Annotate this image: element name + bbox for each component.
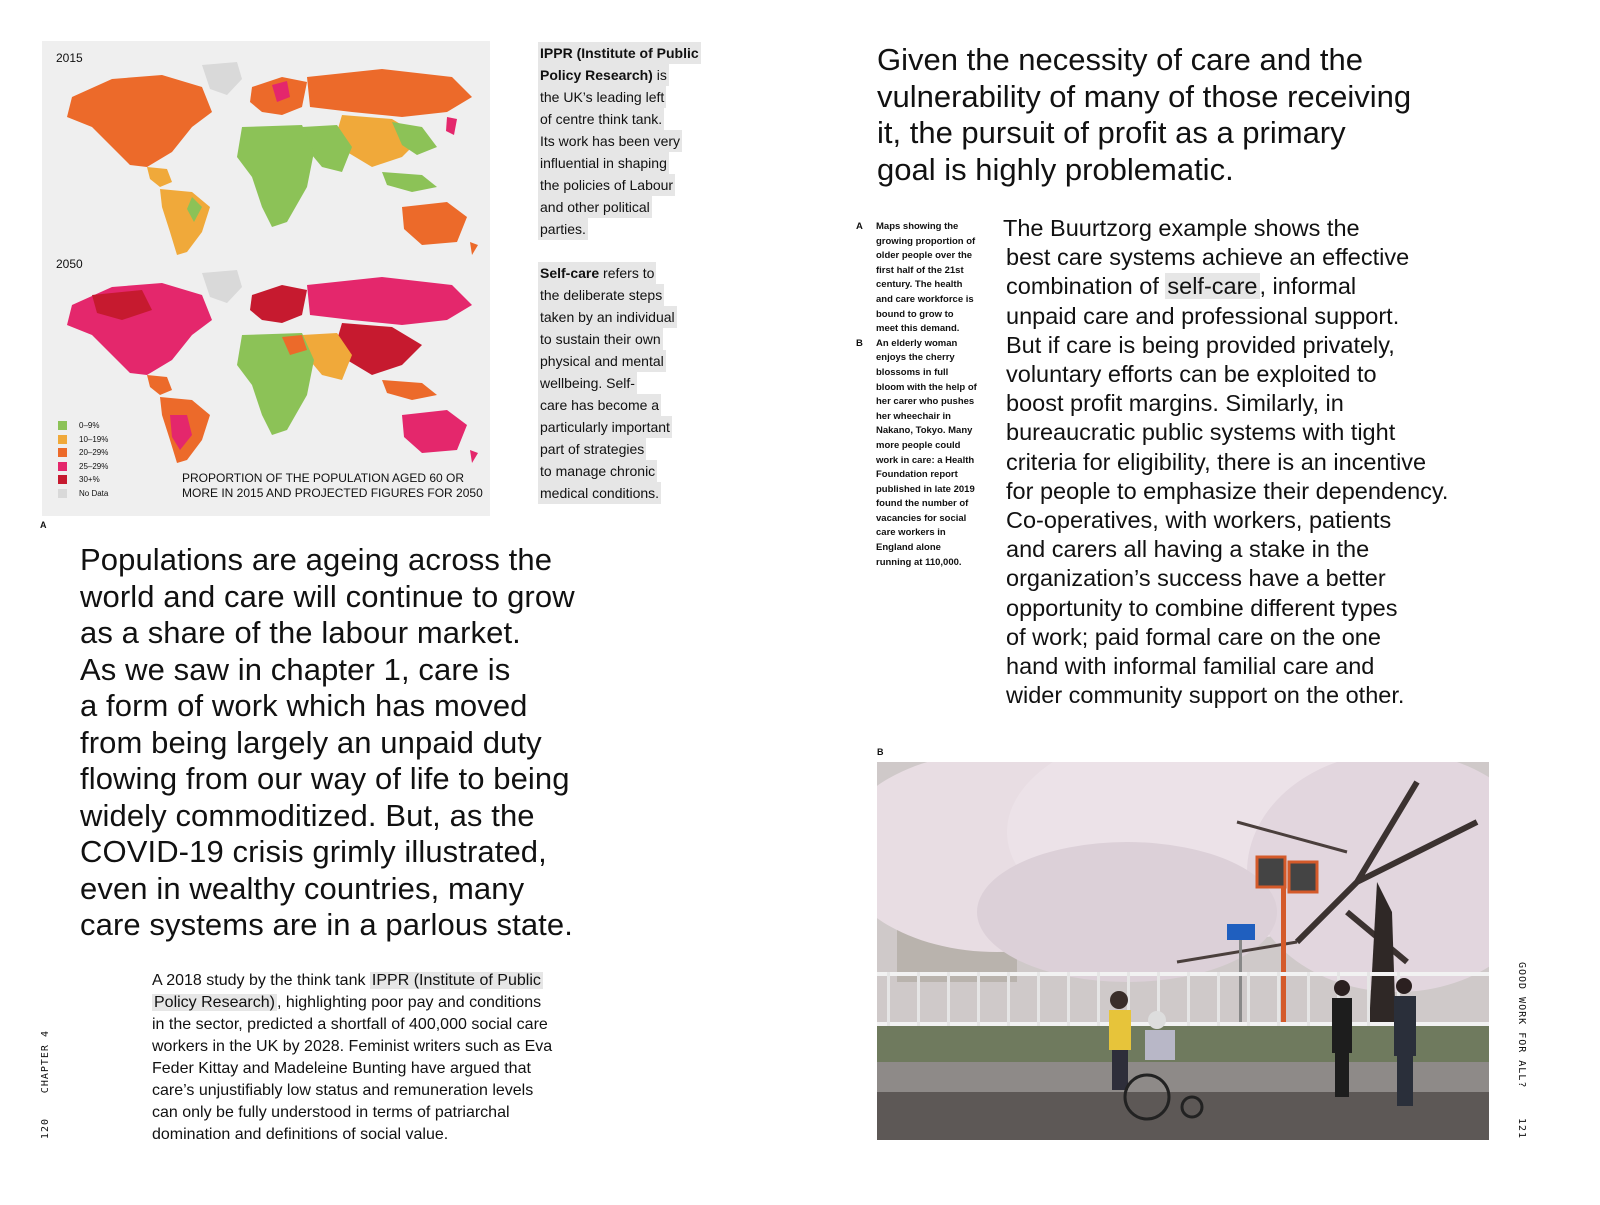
pull-text-line: care systems are in a parlous state. xyxy=(80,907,573,942)
figure-captions xyxy=(856,220,986,570)
figure-caption xyxy=(856,337,986,571)
legend-item xyxy=(58,460,108,474)
body-line: of work; paid formal care on the one xyxy=(1006,623,1381,650)
caption-text: An elderly woman enjoys the cherry blossoms in full bloom with the help of her carer who pushes her wheechair in Nakano, Tokyo. Many more people could work in care: a Health Foundation report published in late 2019 found the number of vacancies for social care workers in England alone running at 110,000. xyxy=(876,337,977,568)
pull-text-line: Populations are ageing across the xyxy=(80,542,553,577)
body-line: unpaid care and professional support. xyxy=(1006,302,1400,329)
body-line: wider community support on the other. xyxy=(1006,682,1405,709)
body-line: Co-operatives, with workers, patients xyxy=(1006,507,1392,534)
folio-title: GOOD WORK FOR ALL? xyxy=(1516,962,1527,1089)
pull-text-line: widely commoditized. But, as the xyxy=(80,797,535,833)
left-body-text: A 2018 study by the think tank IPPR (Institute of Public Policy Research) , highlighting poor pay and conditions in the sector, predicted a shortfall of 400,000 social care workers in the UK by 2028. Feminist writers such as Eva Feder Kittay and Madeleine Bunting have argued that care’s unjustifiably low status and remuneration levels can only be fully understood in terms of patriarchal domination and definitions of social value. xyxy=(152,972,553,1143)
map-year-2050: 2050 xyxy=(56,257,83,271)
figure-b-label: B xyxy=(877,747,884,757)
body-line: for people to emphasize their dependency. xyxy=(1006,477,1449,504)
legend-item xyxy=(58,446,108,460)
glossary-ippr: IPPR (Institute of Public Policy Research) is the UK’s leading left of centre think tank. Its work has been very influential in shaping the policies of Labour and other political parties. xyxy=(538,42,698,240)
right-pull-quote xyxy=(877,42,1517,188)
legend-label: 30+% xyxy=(79,475,100,484)
legend-swatch xyxy=(58,462,67,471)
legend-item xyxy=(58,419,108,433)
pull-text-line: COVID-19 crisis grimly illustrated, xyxy=(80,834,547,869)
figure-caption xyxy=(856,220,986,337)
body-line: voluntary efforts can be exploited to xyxy=(1006,361,1377,388)
legend-swatch xyxy=(58,448,67,457)
caption-letter: A xyxy=(856,221,863,232)
pull-text-line: flowing from our way of life to being xyxy=(80,761,570,796)
map-year-2015: 2015 xyxy=(56,51,83,65)
body-line: hand with informal familial care and xyxy=(1006,653,1375,680)
quote-line: vulnerability of many of those receiving xyxy=(877,78,1412,114)
legend-label: 25–29% xyxy=(79,461,109,471)
folio-page-left: 120 xyxy=(40,1118,51,1140)
legend-item xyxy=(58,433,108,447)
left-pull-text xyxy=(80,542,640,944)
figure-a-label: A xyxy=(40,520,47,530)
pull-text-line: as a share of the labour market. xyxy=(80,615,521,650)
quote-line: it, the pursuit of profit as a primary xyxy=(877,115,1346,150)
body-line: boost profit margins. Similarly, in xyxy=(1006,390,1344,417)
right-body-text: The Buurtzorg example shows the best care systems achieve an effective combination of self-care, informal unpaid care and professional support. But if care is being provided privately, voluntary efforts can be exploited to boost profit margins. Similarly, in bureaucratic public systems with tight criteria for eligibility, there is an incentive for people to emphasize their dependency. Co-operatives, with workers, patients and carers all having a stake in the organization’s success have a better opportunity to combine different types of work; paid formal care on the one hand with informal familial care and wider community support on the other. xyxy=(1003,215,1449,709)
quote-line: goal is highly problematic. xyxy=(877,151,1234,187)
body-line: organization’s success have a better xyxy=(1006,565,1386,592)
body-line: criteria for eligibility, there is an incentive xyxy=(1006,448,1427,475)
pull-text-line: even in wealthy countries, many xyxy=(80,870,525,906)
folio-page-right: 121 xyxy=(1516,1118,1527,1140)
legend-swatch xyxy=(58,475,67,484)
pull-text-line: from being largely an unpaid duty xyxy=(80,724,542,760)
map-caption: PROPORTION OF THE POPULATION AGED 60 OR MORE IN 2015 AND PROJECTED FIGURES FOR 2050 xyxy=(182,471,483,500)
body-line: But if care is being provided privately, xyxy=(1006,331,1395,358)
glossary-self-care: Self-care refers to the deliberate steps taken by an individual to sustain their own physical and mental wellbeing. Self- care has become a particularly important part of strategies to manage chronic medical conditions. xyxy=(538,262,698,504)
body-line: opportunity to combine different types xyxy=(1006,594,1398,621)
body-line: bureaucratic public systems with tight xyxy=(1006,419,1396,446)
folio-chapter: CHAPTER 4 xyxy=(40,1030,51,1094)
legend-item xyxy=(58,487,108,501)
world-map-2015 xyxy=(52,57,482,257)
legend-swatch xyxy=(58,435,67,444)
legend-label: No Data xyxy=(79,488,109,498)
legend-swatch xyxy=(58,421,67,430)
legend-label: 20–29% xyxy=(79,448,109,457)
caption-letter: B xyxy=(856,337,863,349)
pull-text-line: a form of work which has moved xyxy=(80,688,528,723)
glossary-sidebar xyxy=(538,42,698,526)
caption-text: Maps showing the growing proportion of older people over the first half of the 21st century. The health and care workforce is bound to grow to meet this demand. xyxy=(876,221,976,335)
quote-line: Given the necessity of care and the xyxy=(877,42,1363,77)
legend-item xyxy=(58,473,108,487)
legend-swatch xyxy=(58,489,67,498)
pull-text-line: As we saw in chapter 1, care is xyxy=(80,651,511,687)
map-legend xyxy=(58,419,108,500)
world-map-figure xyxy=(42,41,490,516)
body-line: and carers all having a stake in the xyxy=(1006,536,1370,563)
world-map-2050 xyxy=(52,265,482,465)
pull-text-line: world and care will continue to grow xyxy=(80,578,575,614)
legend-label: 0–9% xyxy=(79,421,100,430)
cherry-blossom-photo xyxy=(877,762,1489,1140)
legend-label: 10–19% xyxy=(79,434,109,444)
